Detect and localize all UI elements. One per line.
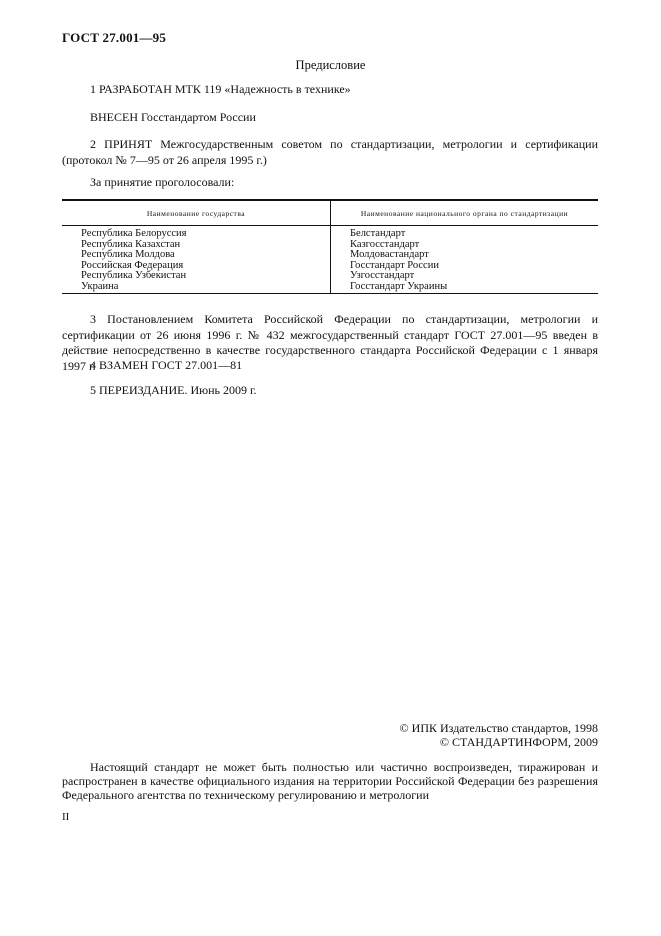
foreword-item-1b: ВНЕСЕН Госстандартом России xyxy=(90,110,256,124)
states-table xyxy=(62,199,598,294)
standards-body-name: Белстандарт xyxy=(350,228,406,239)
state-name: Российская Федерация xyxy=(81,259,184,271)
foreword-item-3: 3 Постановлением Комитета Российской Федерации по стандартизации, метрологии и сертификации от 26 июня 1996 г. № 432 межгосударственный стандарт ГОСТ 27.001—95 введен в действие непосредственно в качестве государственного стандарта Российской Федерации с 1 января 1997 г. xyxy=(62,312,598,373)
foreword-item-5: 5 ПЕРЕИЗДАНИЕ. Июнь 2009 г. xyxy=(90,383,257,397)
standards-body-name: Казгосстандарт xyxy=(350,238,420,250)
standards-body-name: Госстандарт России xyxy=(350,259,439,271)
table-header-state: Наименование государства xyxy=(62,200,331,226)
copyright-line-2: © СТАНДАРТИНФОРМ, 2009 xyxy=(439,735,598,749)
document-code: ГОСТ 27.001—95 xyxy=(62,30,167,45)
standards-body-name: Молдовастандарт xyxy=(350,249,429,260)
table-header-body: Наименование национального органа по стандартизации xyxy=(331,200,599,226)
state-name: Республика Белоруссия xyxy=(81,228,187,239)
copyright-line-1: © ИПК Издательство стандартов, 1998 xyxy=(399,721,598,735)
foreword-item-2: 2 ПРИНЯТ Межгосударственным советом по стандартизации, метрологии и сертификации (протокол № 7—95 от 26 апреля 1995 г.) xyxy=(62,137,598,167)
table-row xyxy=(62,226,598,294)
standards-body-name: Узгосстандарт xyxy=(350,270,415,281)
foreword-item-1: 1 РАЗРАБОТАН МТК 119 «Надежность в технике» xyxy=(90,82,351,96)
foreword-title: Предисловие xyxy=(295,58,366,72)
state-name: Республика Узбекистан xyxy=(81,270,187,281)
reproduction-notice: Настоящий стандарт не может быть полностью или частично воспроизведен, тиражирован и распространен в качестве официального издания на территории Российской Федерации без разрешения Федерального агентства по техническому регулированию и метрологии xyxy=(62,760,598,802)
state-name: Республика Молдова xyxy=(81,249,175,260)
state-name: Республика Казахстан xyxy=(81,238,181,250)
standards-body-name: Госстандарт Украины xyxy=(350,280,448,292)
bodies-column xyxy=(331,226,599,294)
voted-label: За принятие проголосовали: xyxy=(90,175,235,189)
page-number: II xyxy=(62,811,70,823)
states-column xyxy=(62,226,331,294)
state-name: Украина xyxy=(81,280,119,292)
foreword-item-4: 4 ВЗАМЕН ГОСТ 27.001—81 xyxy=(90,358,243,372)
